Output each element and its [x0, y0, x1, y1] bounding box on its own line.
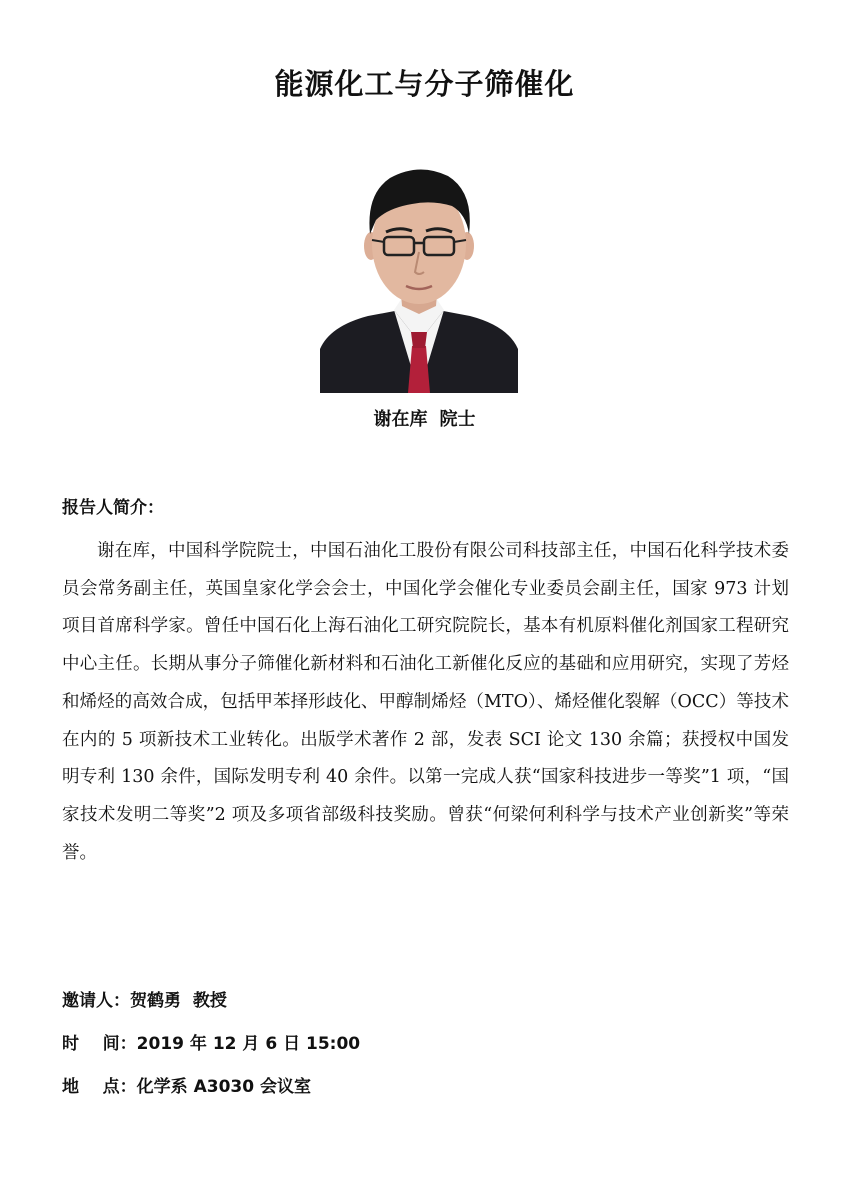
page-title: 能源化工与分子筛催化 [274, 67, 575, 101]
time-line: 时 间：2019 年 12 月 6 日 15:00 [62, 1034, 361, 1054]
location-line: 地 点：化学系 A3030 会议室 [62, 1077, 311, 1097]
speaker-name: 谢在库 [373, 409, 428, 430]
bio-heading: 报告人简介： [62, 498, 164, 518]
speaker-caption [0, 405, 849, 431]
bio-paragraph: 谢在库，中国科学院院士，中国石油化工股份有限公司科技部主任，中国石化科学技术委员会常务副主任，英国皇家化学会会士，中国化学会催化专业委员会副主任，国家 973 计划项目首席科学家。曾任中国石化上海石油化工研究院院长，基本有机原料催化剂国家工程研究中心主任。长期从事分子筛催化新材料和石油化工新催化反应的基础和应用研究，实现了芳烃和烯烃的高效合成，包括甲苯择形歧化、甲醇制烯烃（MTO）、烯烃催化裂解（OCC）等技术在内的 5 项新技术工业转化。出版学术著作 2 部，发表 SCI 论文 130 余篇；获授权中国发明专利 130 余件，国际发明专利 40 余件。以第一完成人获“国家科技进步一等奖”1 项，“国家技术发明二等奖”2 项及多项省部级科技奖励。曾获“何梁何利科学与技术产业创新奖”等荣誉。 [62, 541, 789, 863]
speaker-honorific: 院士 [439, 409, 476, 430]
inviter-line: 邀请人：贺鹤勇 教授 [62, 991, 227, 1011]
speaker-photo [320, 164, 518, 393]
